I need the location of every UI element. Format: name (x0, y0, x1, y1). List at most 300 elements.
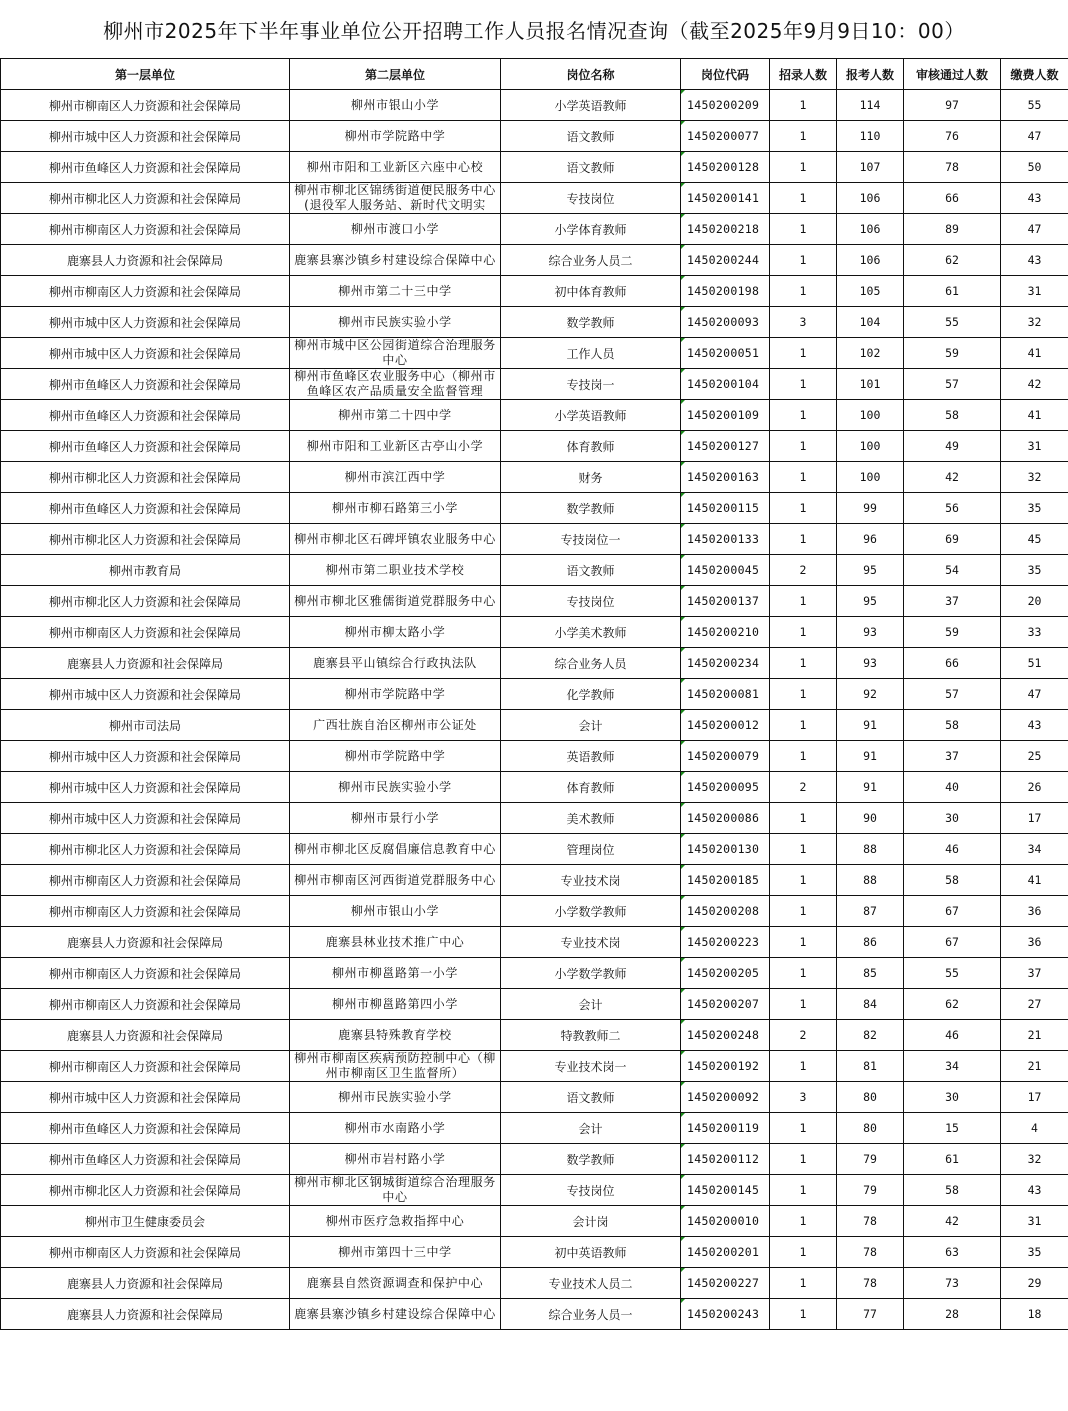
table-row (1, 741, 1068, 772)
cell-second-level-unit (290, 400, 501, 431)
cell-text: 柳州市景行小学 (350, 810, 440, 825)
cell-second-level-unit (290, 679, 501, 710)
cell-paid-count: 31 (1001, 431, 1068, 462)
table-row (1, 1144, 1068, 1175)
cell-paid-count: 18 (1001, 1299, 1068, 1330)
cell-position-name: 特教教师二 (501, 1020, 681, 1051)
cell-text: 鹿寨县林业技术推广中心 (325, 934, 465, 949)
cell-position-name: 数学教师 (501, 307, 681, 338)
cell-applicants-count: 100 (837, 431, 904, 462)
cell-applicants-count: 93 (837, 617, 904, 648)
cell-position-code: 1450200243 (681, 1299, 770, 1330)
cell-paid-count: 37 (1001, 958, 1068, 989)
cell-paid-count: 55 (1001, 90, 1068, 121)
cell-text: 鹿寨县自然资源调查和保护中心 (306, 1275, 484, 1290)
cell-position-name: 专技岗位 (501, 586, 681, 617)
cell-hires-count: 1 (770, 1206, 837, 1237)
cell-first-level-unit: 柳州市柳北区人力资源和社会保障局 (1, 586, 290, 617)
cell-approved-count: 61 (904, 1144, 1001, 1175)
cell-second-level-unit (290, 1051, 501, 1082)
cell-position-name: 美术教师 (501, 803, 681, 834)
cell-approved-count: 63 (904, 1237, 1001, 1268)
cell-hires-count: 1 (770, 121, 837, 152)
cell-position-name: 会计 (501, 989, 681, 1020)
cell-position-code: 1450200205 (681, 958, 770, 989)
cell-approved-count: 56 (904, 493, 1001, 524)
cell-text: 柳州市柳邕路第四小学 (331, 996, 458, 1011)
cell-paid-count: 27 (1001, 989, 1068, 1020)
cell-paid-count: 31 (1001, 1206, 1068, 1237)
cell-first-level-unit: 柳州市鱼峰区人力资源和社会保障局 (1, 1144, 290, 1175)
table-row (1, 524, 1068, 555)
cell-hires-count: 2 (770, 555, 837, 586)
table-row (1, 710, 1068, 741)
cell-paid-count: 29 (1001, 1268, 1068, 1299)
cell-second-level-unit (290, 834, 501, 865)
cell-second-level-unit (290, 586, 501, 617)
column-header-paid-count: 缴费人数 (1001, 59, 1068, 90)
cell-first-level-unit: 柳州市柳南区人力资源和社会保障局 (1, 90, 290, 121)
table-row (1, 1082, 1068, 1113)
cell-position-name: 小学体育教师 (501, 214, 681, 245)
cell-text: 柳州市柳南区河西街道党群服务中心 (294, 872, 496, 887)
cell-approved-count: 69 (904, 524, 1001, 555)
cell-position-name: 综合业务人员二 (501, 245, 681, 276)
column-header-position-code: 岗位代码 (681, 59, 770, 90)
cell-second-level-unit (290, 1020, 501, 1051)
cell-approved-count: 66 (904, 648, 1001, 679)
cell-text: 柳州市柳石路第三小学 (331, 500, 458, 515)
cell-hires-count: 1 (770, 1237, 837, 1268)
cell-paid-count: 33 (1001, 617, 1068, 648)
cell-text: 柳州市柳北区钢城街道综合治理服务中心 (294, 1175, 496, 1204)
cell-position-code: 1450200127 (681, 431, 770, 462)
column-header-hires-count: 招录人数 (770, 59, 837, 90)
cell-position-code: 1450200012 (681, 710, 770, 741)
cell-first-level-unit: 柳州市柳北区人力资源和社会保障局 (1, 1175, 290, 1206)
cell-approved-count: 78 (904, 152, 1001, 183)
cell-paid-count: 43 (1001, 183, 1068, 214)
cell-second-level-unit (290, 896, 501, 927)
cell-position-name: 综合业务人员 (501, 648, 681, 679)
cell-second-level-unit (290, 462, 501, 493)
cell-applicants-count: 81 (837, 1051, 904, 1082)
cell-position-name: 语文教师 (501, 152, 681, 183)
cell-applicants-count: 77 (837, 1299, 904, 1330)
cell-approved-count: 58 (904, 400, 1001, 431)
table-row (1, 958, 1068, 989)
cell-text: 柳州市柳北区石碑坪镇农业服务中心 (294, 531, 496, 546)
cell-position-name: 综合业务人员一 (501, 1299, 681, 1330)
cell-paid-count: 36 (1001, 927, 1068, 958)
cell-applicants-count: 100 (837, 400, 904, 431)
cell-text: 柳州市柳邕路第一小学 (331, 965, 458, 980)
table-header-row (1, 59, 1068, 90)
cell-approved-count: 73 (904, 1268, 1001, 1299)
cell-applicants-count: 87 (837, 896, 904, 927)
cell-first-level-unit: 柳州市鱼峰区人力资源和社会保障局 (1, 493, 290, 524)
cell-position-name: 化学教师 (501, 679, 681, 710)
cell-hires-count: 1 (770, 214, 837, 245)
cell-text: 柳州市民族实验小学 (338, 1089, 452, 1104)
cell-first-level-unit: 柳州市城中区人力资源和社会保障局 (1, 307, 290, 338)
cell-paid-count: 17 (1001, 1082, 1068, 1113)
cell-text: 柳州市学院路中学 (344, 686, 446, 701)
cell-second-level-unit (290, 524, 501, 555)
cell-first-level-unit: 鹿寨县人力资源和社会保障局 (1, 1268, 290, 1299)
cell-position-name: 专技岗位一 (501, 524, 681, 555)
cell-applicants-count: 78 (837, 1268, 904, 1299)
cell-first-level-unit: 柳州市城中区人力资源和社会保障局 (1, 1082, 290, 1113)
cell-position-code: 1450200244 (681, 245, 770, 276)
cell-second-level-unit (290, 1113, 501, 1144)
cell-paid-count: 42 (1001, 369, 1068, 400)
cell-position-code: 1450200210 (681, 617, 770, 648)
table-body (1, 90, 1068, 1330)
cell-approved-count: 67 (904, 927, 1001, 958)
cell-position-code: 1450200198 (681, 276, 770, 307)
cell-hires-count: 1 (770, 369, 837, 400)
cell-first-level-unit: 柳州市卫生健康委员会 (1, 1206, 290, 1237)
cell-approved-count: 42 (904, 462, 1001, 493)
cell-paid-count: 25 (1001, 741, 1068, 772)
table-row (1, 648, 1068, 679)
cell-approved-count: 46 (904, 1020, 1001, 1051)
cell-second-level-unit (290, 183, 501, 214)
cell-hires-count: 1 (770, 1299, 837, 1330)
cell-second-level-unit (290, 1206, 501, 1237)
cell-approved-count: 46 (904, 834, 1001, 865)
cell-position-code: 1450200112 (681, 1144, 770, 1175)
cell-approved-count: 28 (904, 1299, 1001, 1330)
cell-hires-count: 1 (770, 834, 837, 865)
cell-applicants-count: 92 (837, 679, 904, 710)
cell-approved-count: 15 (904, 1113, 1001, 1144)
cell-approved-count: 57 (904, 679, 1001, 710)
cell-position-name: 语文教师 (501, 555, 681, 586)
cell-first-level-unit: 柳州市鱼峰区人力资源和社会保障局 (1, 431, 290, 462)
cell-hires-count: 1 (770, 865, 837, 896)
cell-position-name: 体育教师 (501, 772, 681, 803)
cell-text: 柳州市第四十三中学 (338, 1244, 452, 1259)
cell-paid-count: 36 (1001, 896, 1068, 927)
cell-first-level-unit: 鹿寨县人力资源和社会保障局 (1, 927, 290, 958)
cell-position-code: 1450200109 (681, 400, 770, 431)
cell-text: 柳州市渡口小学 (350, 221, 440, 236)
table-row (1, 1237, 1068, 1268)
cell-paid-count: 34 (1001, 834, 1068, 865)
cell-position-code: 1450200086 (681, 803, 770, 834)
cell-text: 柳州市民族实验小学 (338, 314, 452, 329)
cell-hires-count: 2 (770, 1020, 837, 1051)
cell-paid-count: 17 (1001, 803, 1068, 834)
cell-first-level-unit: 鹿寨县人力资源和社会保障局 (1, 648, 290, 679)
cell-paid-count: 50 (1001, 152, 1068, 183)
column-header-first-level-unit: 第一层单位 (1, 59, 290, 90)
cell-position-name: 小学英语教师 (501, 400, 681, 431)
cell-text: 柳州市银山小学 (350, 903, 440, 918)
cell-position-name: 专技岗位 (501, 1175, 681, 1206)
cell-position-name: 专业技术人员二 (501, 1268, 681, 1299)
table-row (1, 865, 1068, 896)
cell-position-code: 1450200081 (681, 679, 770, 710)
cell-hires-count: 1 (770, 648, 837, 679)
table-row (1, 462, 1068, 493)
cell-hires-count: 1 (770, 1144, 837, 1175)
cell-position-code: 1450200092 (681, 1082, 770, 1113)
cell-second-level-unit (290, 555, 501, 586)
cell-hires-count: 1 (770, 183, 837, 214)
cell-text: 柳州市第二职业技术学校 (325, 562, 465, 577)
cell-hires-count: 1 (770, 524, 837, 555)
cell-second-level-unit (290, 276, 501, 307)
cell-position-code: 1450200133 (681, 524, 770, 555)
cell-second-level-unit (290, 648, 501, 679)
cell-first-level-unit: 柳州市柳南区人力资源和社会保障局 (1, 1237, 290, 1268)
cell-first-level-unit: 柳州市柳南区人力资源和社会保障局 (1, 865, 290, 896)
column-header-approved-count: 审核通过人数 (904, 59, 1001, 90)
cell-position-name: 会计岗 (501, 1206, 681, 1237)
cell-paid-count: 47 (1001, 121, 1068, 152)
cell-position-code: 1450200209 (681, 90, 770, 121)
cell-first-level-unit: 柳州市柳南区人力资源和社会保障局 (1, 1051, 290, 1082)
cell-applicants-count: 95 (837, 555, 904, 586)
cell-approved-count: 30 (904, 803, 1001, 834)
cell-second-level-unit (290, 1082, 501, 1113)
cell-approved-count: 40 (904, 772, 1001, 803)
cell-approved-count: 37 (904, 741, 1001, 772)
cell-position-code: 1450200045 (681, 555, 770, 586)
cell-applicants-count: 78 (837, 1206, 904, 1237)
cell-second-level-unit (290, 617, 501, 648)
cell-first-level-unit: 柳州市柳北区人力资源和社会保障局 (1, 183, 290, 214)
table-row (1, 927, 1068, 958)
cell-position-name: 语文教师 (501, 121, 681, 152)
cell-paid-count: 43 (1001, 710, 1068, 741)
cell-hires-count: 1 (770, 276, 837, 307)
cell-text: 鹿寨县平山镇综合行政执法队 (313, 655, 477, 670)
cell-second-level-unit (290, 214, 501, 245)
cell-applicants-count: 88 (837, 834, 904, 865)
cell-second-level-unit (290, 803, 501, 834)
cell-second-level-unit (290, 152, 501, 183)
cell-paid-count: 47 (1001, 214, 1068, 245)
cell-paid-count: 21 (1001, 1051, 1068, 1082)
cell-paid-count: 41 (1001, 400, 1068, 431)
cell-position-code: 1450200093 (681, 307, 770, 338)
cell-position-code: 1450200234 (681, 648, 770, 679)
table-row (1, 989, 1068, 1020)
cell-second-level-unit (290, 741, 501, 772)
cell-second-level-unit (290, 338, 501, 369)
cell-hires-count: 1 (770, 1268, 837, 1299)
cell-position-code: 1450200248 (681, 1020, 770, 1051)
cell-second-level-unit (290, 772, 501, 803)
cell-position-name: 专业技术岗 (501, 865, 681, 896)
cell-position-code: 1450200223 (681, 927, 770, 958)
cell-second-level-unit (290, 958, 501, 989)
cell-text: 柳州市第二十四中学 (338, 407, 452, 422)
cell-paid-count: 41 (1001, 338, 1068, 369)
cell-applicants-count: 91 (837, 741, 904, 772)
cell-second-level-unit (290, 1237, 501, 1268)
cell-position-name: 语文教师 (501, 1082, 681, 1113)
table-row (1, 338, 1068, 369)
cell-paid-count: 35 (1001, 1237, 1068, 1268)
cell-approved-count: 54 (904, 555, 1001, 586)
cell-text: 柳州市阳和工业新区六座中心校 (306, 159, 484, 174)
cell-applicants-count: 80 (837, 1082, 904, 1113)
cell-applicants-count: 79 (837, 1175, 904, 1206)
cell-first-level-unit: 柳州市柳北区人力资源和社会保障局 (1, 834, 290, 865)
table-row (1, 183, 1068, 214)
cell-hires-count: 1 (770, 338, 837, 369)
cell-position-code: 1450200010 (681, 1206, 770, 1237)
cell-approved-count: 89 (904, 214, 1001, 245)
cell-approved-count: 62 (904, 989, 1001, 1020)
cell-position-code: 1450200128 (681, 152, 770, 183)
cell-approved-count: 61 (904, 276, 1001, 307)
cell-second-level-unit (290, 1299, 501, 1330)
cell-position-name: 会计 (501, 1113, 681, 1144)
cell-position-code: 1450200079 (681, 741, 770, 772)
cell-position-code: 1450200192 (681, 1051, 770, 1082)
cell-hires-count: 1 (770, 431, 837, 462)
column-header-position-name: 岗位名称 (501, 59, 681, 90)
cell-applicants-count: 110 (837, 121, 904, 152)
cell-applicants-count: 80 (837, 1113, 904, 1144)
cell-first-level-unit: 柳州市柳南区人力资源和社会保障局 (1, 896, 290, 927)
cell-first-level-unit: 柳州市柳南区人力资源和社会保障局 (1, 276, 290, 307)
cell-text: 柳州市阳和工业新区古亭山小学 (306, 438, 484, 453)
cell-applicants-count: 114 (837, 90, 904, 121)
cell-hires-count: 1 (770, 958, 837, 989)
cell-paid-count: 4 (1001, 1113, 1068, 1144)
cell-applicants-count: 106 (837, 214, 904, 245)
cell-position-name: 专业技术岗 (501, 927, 681, 958)
table-row (1, 555, 1068, 586)
cell-position-code: 1450200145 (681, 1175, 770, 1206)
table-row (1, 90, 1068, 121)
cell-position-code: 1450200130 (681, 834, 770, 865)
cell-approved-count: 67 (904, 896, 1001, 927)
cell-approved-count: 59 (904, 617, 1001, 648)
cell-applicants-count: 86 (837, 927, 904, 958)
cell-position-code: 1450200218 (681, 214, 770, 245)
cell-position-name: 财务 (501, 462, 681, 493)
cell-first-level-unit: 柳州市鱼峰区人力资源和社会保障局 (1, 1113, 290, 1144)
cell-first-level-unit: 柳州市柳南区人力资源和社会保障局 (1, 617, 290, 648)
cell-text: 柳州市鱼峰区农业服务中心（柳州市鱼峰区农产品质量安全监督管理 (294, 369, 496, 398)
column-header-second-level-unit: 第二层单位 (290, 59, 501, 90)
cell-second-level-unit (290, 90, 501, 121)
cell-paid-count: 43 (1001, 245, 1068, 276)
cell-position-code: 1450200207 (681, 989, 770, 1020)
cell-paid-count: 43 (1001, 1175, 1068, 1206)
cell-text: 鹿寨县寨沙镇乡村建设综合保障中心 (294, 252, 496, 267)
cell-first-level-unit: 柳州市城中区人力资源和社会保障局 (1, 772, 290, 803)
cell-position-name: 小学数学教师 (501, 958, 681, 989)
cell-text: 柳州市水南路小学 (344, 1120, 446, 1135)
cell-paid-count: 35 (1001, 493, 1068, 524)
table-row (1, 1051, 1068, 1082)
table-row (1, 1206, 1068, 1237)
cell-position-code: 1450200137 (681, 586, 770, 617)
cell-hires-count: 1 (770, 1051, 837, 1082)
cell-approved-count: 55 (904, 307, 1001, 338)
cell-position-name: 会计 (501, 710, 681, 741)
column-header-applicants-count: 报考人数 (837, 59, 904, 90)
cell-first-level-unit: 柳州市柳南区人力资源和社会保障局 (1, 989, 290, 1020)
cell-approved-count: 66 (904, 183, 1001, 214)
cell-applicants-count: 107 (837, 152, 904, 183)
cell-position-name: 专业技术岗一 (501, 1051, 681, 1082)
cell-hires-count: 2 (770, 772, 837, 803)
cell-position-code: 1450200185 (681, 865, 770, 896)
cell-applicants-count: 106 (837, 245, 904, 276)
cell-second-level-unit (290, 493, 501, 524)
cell-approved-count: 34 (904, 1051, 1001, 1082)
cell-applicants-count: 102 (837, 338, 904, 369)
cell-second-level-unit (290, 369, 501, 400)
cell-text: 柳州市学院路中学 (344, 128, 446, 143)
page-title: 柳州市2025年下半年事业单位公开招聘工作人员报名情况查询（截至2025年9月9日10：00） (103, 19, 965, 43)
cell-approved-count: 76 (904, 121, 1001, 152)
cell-paid-count: 45 (1001, 524, 1068, 555)
cell-applicants-count: 91 (837, 710, 904, 741)
cell-paid-count: 21 (1001, 1020, 1068, 1051)
cell-paid-count: 51 (1001, 648, 1068, 679)
cell-hires-count: 1 (770, 927, 837, 958)
cell-text: 鹿寨县寨沙镇乡村建设综合保障中心 (294, 1306, 496, 1321)
cell-approved-count: 30 (904, 1082, 1001, 1113)
table-row (1, 369, 1068, 400)
cell-text: 柳州市柳北区反腐倡廉信息教育中心 (294, 841, 496, 856)
cell-hires-count: 1 (770, 1113, 837, 1144)
cell-hires-count: 1 (770, 493, 837, 524)
cell-applicants-count: 91 (837, 772, 904, 803)
cell-first-level-unit: 柳州市教育局 (1, 555, 290, 586)
cell-position-name: 数学教师 (501, 1144, 681, 1175)
cell-first-level-unit: 柳州市鱼峰区人力资源和社会保障局 (1, 400, 290, 431)
cell-applicants-count: 84 (837, 989, 904, 1020)
cell-applicants-count: 105 (837, 276, 904, 307)
cell-approved-count: 42 (904, 1206, 1001, 1237)
cell-hires-count: 1 (770, 400, 837, 431)
cell-applicants-count: 93 (837, 648, 904, 679)
cell-hires-count: 1 (770, 710, 837, 741)
cell-second-level-unit (290, 1175, 501, 1206)
cell-first-level-unit: 柳州市柳北区人力资源和社会保障局 (1, 462, 290, 493)
cell-applicants-count: 95 (837, 586, 904, 617)
table-row (1, 1113, 1068, 1144)
cell-first-level-unit: 柳州市柳北区人力资源和社会保障局 (1, 524, 290, 555)
cell-position-name: 专技岗位 (501, 183, 681, 214)
table-row (1, 1268, 1068, 1299)
cell-first-level-unit: 柳州市司法局 (1, 710, 290, 741)
cell-text: 柳州市柳北区雅儒街道党群服务中心 (294, 593, 496, 608)
cell-paid-count: 32 (1001, 1144, 1068, 1175)
cell-position-name: 小学数学教师 (501, 896, 681, 927)
cell-position-name: 体育教师 (501, 431, 681, 462)
table-row (1, 617, 1068, 648)
cell-position-code: 1450200095 (681, 772, 770, 803)
cell-second-level-unit (290, 1268, 501, 1299)
cell-second-level-unit (290, 307, 501, 338)
cell-hires-count: 1 (770, 803, 837, 834)
table-row (1, 1299, 1068, 1330)
cell-text: 柳州市第二十三中学 (338, 283, 452, 298)
